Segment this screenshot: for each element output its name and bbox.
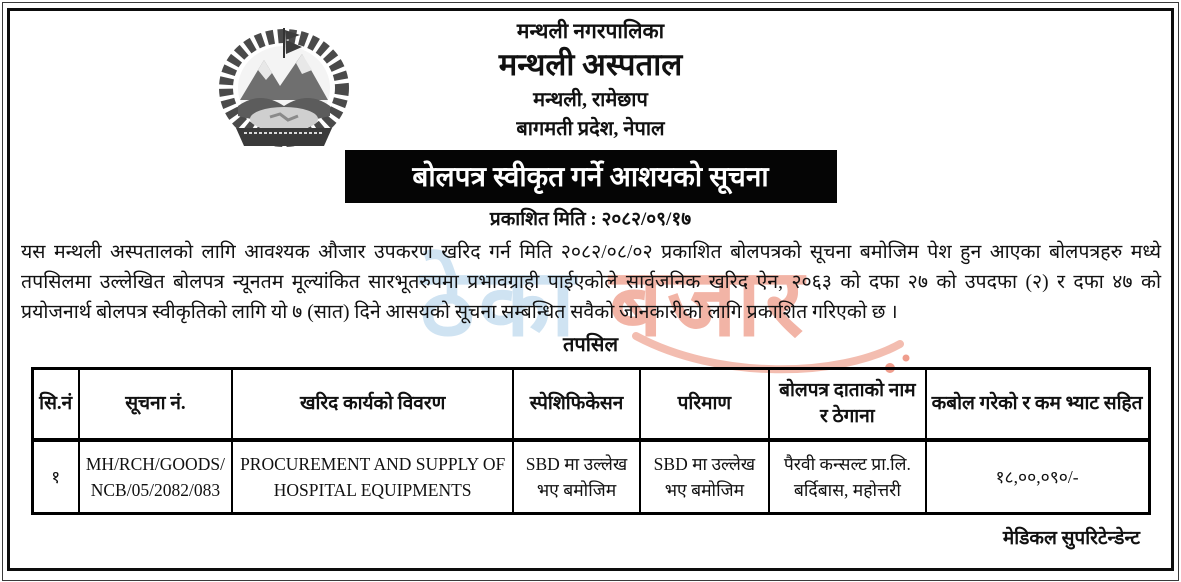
- letterhead: [11, 11, 1170, 144]
- notice-title-banner: बोलपत्र स्वीकृत गर्ने आशयको सूचना: [345, 150, 837, 203]
- amount-cell: १८,००,०९०/-: [926, 440, 1149, 514]
- tender-table: [31, 367, 1151, 515]
- hospital-address: मन्थली, रामेछाप: [533, 89, 648, 111]
- quantity-cell: SBD मा उल्लेख भए बमोजिम: [640, 440, 770, 514]
- signature-designation: मेडिकल सुपरिटेन्डेन्ट: [1002, 528, 1140, 549]
- column-header-work-description: खरिद कार्यको विवरण: [232, 369, 513, 441]
- watermark-text-red: बजार: [609, 250, 808, 355]
- notice-body-paragraph: यस मन्थली अस्पतालको लागि आवश्यक औजार उपकरण खरिद गर्न मिति २०८२/०८/०२ प्रकाशित बोलपत्रको सूचना बमोजिम पेश हुन आएका बोलपत्रहरु मध्ये तपसिलमा उल्लेखित बोलपत्र न्यूनतम मूल्यांकित सारभूतरुपमा प्रभावग्राही पाईएकोले सार्वजनिक खरिद ऐन, २०६३ को दफा २७ को उपदफा (२) र दफा ४७ को प्रयोजनार्थ बोलपत्र स्वीकृतिको लागि यो ७ (सात) दिने आसयको सूचना सम्बन्धित सवैको जानकारीको लागि प्रकाशित गरिएको छ ।: [21, 242, 1161, 323]
- document-content: [11, 11, 1170, 568]
- schedule-title: तपसिल: [562, 334, 619, 356]
- work-description-cell: PROCUREMENT AND SUPPLY OF HOSPITAL EQUIPMENTS: [232, 440, 513, 514]
- table-header-row: [32, 369, 1149, 441]
- nepal-coat-of-arms-logo: [214, 24, 354, 154]
- municipality-name: मन्थली नगरपालिका: [516, 19, 665, 43]
- column-header-quantity: परिमाण: [640, 369, 770, 441]
- notice-number-cell: MH/RCH/GOODS/ NCB/05/2082/083: [79, 440, 232, 514]
- column-header-specification: स्पेशिफिकेसन: [513, 369, 639, 441]
- column-header-quoted-amount: कबोल गरेको र कम भ्याट सहित: [926, 369, 1149, 441]
- column-header-notice-number: सूचना नं.: [79, 369, 232, 441]
- watermark-text-blue: ठेका: [420, 250, 580, 355]
- table-row: [32, 440, 1149, 514]
- hospital-name: मन्थली अस्पताल: [498, 47, 683, 82]
- bidder-cell: पैरवी कन्सल्ट प्रा.लि. बर्दिबास, महोत्तरी: [769, 440, 925, 514]
- serial-cell: १: [32, 440, 79, 514]
- published-date-line: प्रकाशित मिति : २०८२/०९/१७: [489, 209, 692, 230]
- column-header-bidder-name-address: बोलपत्र दाताको नाम र ठेगाना: [769, 369, 925, 441]
- column-header-serial: सि.नं: [32, 369, 79, 441]
- specification-cell: SBD मा उल्लेख भए बमोजिम: [513, 440, 639, 514]
- province-country: बागमती प्रदेश, नेपाल: [516, 118, 665, 140]
